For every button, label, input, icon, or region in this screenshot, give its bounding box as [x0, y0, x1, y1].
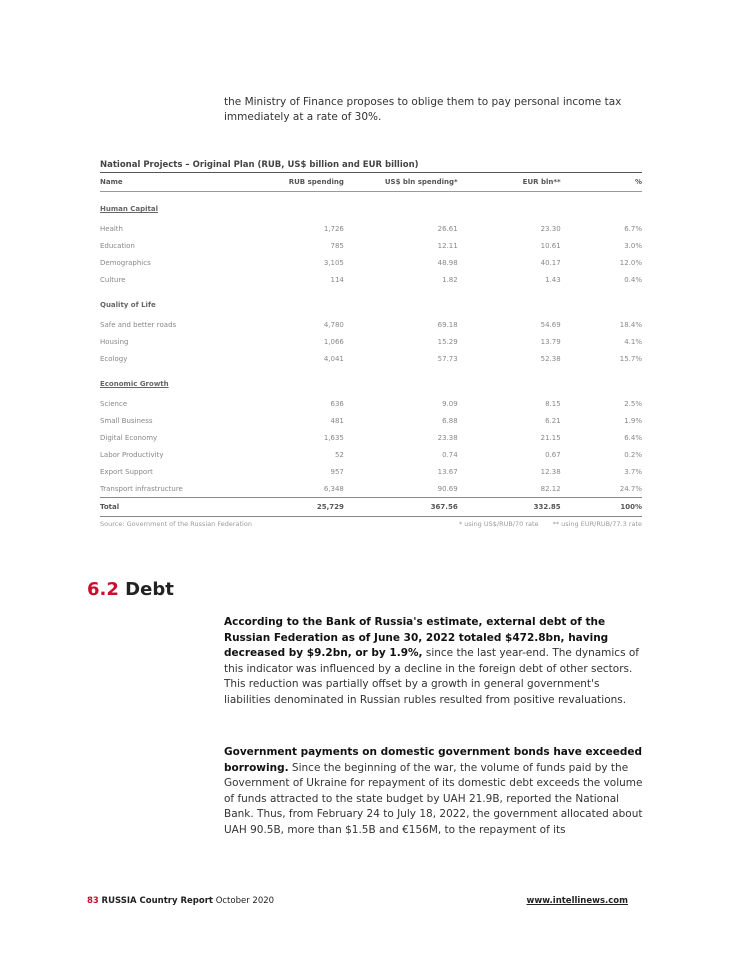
debt-paragraph-2 [224, 745, 644, 839]
intro-paragraph: the Ministry of Finance proposes to oblige them to pay personal income tax immediately at a rate of 30%. [224, 96, 622, 123]
row-rub: 4,041 [323, 354, 344, 363]
total-row [100, 498, 642, 517]
header-rub: RUB spending [284, 173, 344, 192]
total-pct: 100% [561, 498, 642, 517]
row-rub: 481 [330, 416, 344, 425]
para2-body: Since the beginning of the war, the volume of funds paid by the Government of Ukraine for repayment of its domestic debt exceeds the volume of funds attracted to the state budget by UAH 21.9B, reported the National Bank. Thus, from February 24 to July 18, 2022, the government allocated about UAH 90.5B, more than $1.5B and €156M, to the repayment of its [224, 761, 643, 836]
row-usd: 26.61 [437, 224, 458, 233]
row-pct: 3.0% [624, 241, 642, 250]
section-heading [87, 579, 174, 600]
row-pct: 18.4% [619, 320, 642, 329]
header-eur: EUR bln** [458, 173, 561, 192]
total-eur: 332.85 [458, 498, 561, 517]
row-name: Housing [100, 337, 129, 346]
table-row [100, 480, 642, 498]
row-rub: 6,348 [323, 484, 344, 493]
row-eur: 40.17 [540, 258, 561, 267]
table-note-usd-rate: * using US$/RUB/70 rate [458, 520, 539, 528]
table-notes [100, 520, 642, 528]
section-label: Human Capital [100, 205, 159, 213]
row-usd: 0.74 [442, 450, 458, 459]
section-label: Quality of Life [100, 301, 156, 309]
row-rub: 3,105 [323, 258, 344, 267]
table-header-row [100, 173, 642, 192]
row-rub: 1,726 [323, 224, 344, 233]
national-projects-table [100, 173, 642, 517]
footer-report-info [87, 896, 274, 906]
table-row [100, 446, 642, 463]
row-pct: 3.7% [624, 467, 642, 476]
row-pct: 0.2% [624, 450, 642, 459]
row-pct: 6.4% [624, 433, 642, 442]
row-eur: 1.43 [545, 275, 561, 284]
row-eur: 6.21 [545, 416, 561, 425]
header-name: Name [100, 173, 284, 192]
row-eur: 10.61 [540, 241, 561, 250]
row-pct: 0.4% [624, 275, 642, 284]
section-label: Economic Growth [100, 380, 169, 388]
page-number: 83 [87, 896, 99, 906]
para2-lead: Government payments on domestic government bonds have exceeded borrowing. [224, 746, 643, 774]
row-usd: 15.29 [437, 337, 458, 346]
row-rub: 4,780 [323, 320, 344, 329]
row-usd: 57.73 [437, 354, 458, 363]
row-name: Transport infrastructure [100, 484, 183, 493]
row-name: Science [100, 399, 128, 408]
footer-website-link[interactable]: www.intellinews.com [526, 896, 628, 906]
row-eur: 8.15 [545, 399, 561, 408]
row-pct: 4.1% [624, 337, 642, 346]
row-usd: 90.69 [437, 484, 458, 493]
row-pct: 6.7% [624, 224, 642, 233]
row-rub: 636 [330, 399, 344, 408]
section-row-economic-growth [100, 367, 642, 395]
table-note-eur-rate: ** using EUR/RUB/77.3 rate [552, 520, 642, 528]
header-pct: % [561, 173, 642, 192]
section-number: 6.2 [87, 579, 119, 600]
table-row [100, 316, 642, 333]
report-date: October 2020 [215, 896, 275, 906]
table-row [100, 412, 642, 429]
row-usd: 23.38 [437, 433, 458, 442]
row-usd: 9.09 [442, 399, 458, 408]
row-usd: 48.98 [437, 258, 458, 267]
row-eur: 82.12 [540, 484, 561, 493]
section-row-human-capital [100, 192, 642, 221]
row-name: Health [100, 224, 123, 233]
row-rub: 114 [330, 275, 344, 284]
row-eur: 52.38 [540, 354, 561, 363]
row-eur: 12.38 [540, 467, 561, 476]
row-rub: 1,066 [323, 337, 344, 346]
row-name: Digital Economy [100, 433, 158, 442]
total-label: Total [100, 498, 284, 517]
row-usd: 6.88 [442, 416, 458, 425]
row-pct: 12.0% [619, 258, 642, 267]
report-name: RUSSIA Country Report [101, 896, 213, 906]
row-rub: 1,635 [323, 433, 344, 442]
row-eur: 13.79 [540, 337, 561, 346]
section-row-quality-of-life [100, 288, 642, 316]
table-row [100, 463, 642, 480]
table-row [100, 254, 642, 271]
row-usd: 12.11 [437, 241, 458, 250]
row-rub: 957 [330, 467, 344, 476]
row-name: Safe and better roads [100, 320, 177, 329]
row-eur: 21.15 [540, 433, 561, 442]
table-source: Source: Government of the Russian Federation [100, 520, 252, 528]
para1-lead: According to the Bank of Russia's estimate, external debt of the Russian Federation as of June 30, 2022 totaled $472.8bn, having decreased by $9.2bn, or by 1.9%, [224, 616, 609, 660]
total-rub: 25,729 [284, 498, 344, 517]
debt-paragraph-1 [224, 615, 644, 709]
row-usd: 69.18 [437, 320, 458, 329]
row-pct: 2.5% [624, 399, 642, 408]
row-usd: 13.67 [437, 467, 458, 476]
row-rub: 52 [334, 450, 344, 459]
table-row [100, 429, 642, 446]
table-row [100, 350, 642, 367]
row-name: Export Support [100, 467, 153, 476]
table-row [100, 395, 642, 412]
row-eur: 54.69 [540, 320, 561, 329]
row-eur: 23.30 [540, 224, 561, 233]
row-pct: 24.7% [619, 484, 642, 493]
table-row [100, 271, 642, 288]
section-title: Debt [125, 579, 174, 600]
table-title: National Projects – Original Plan (RUB, US$ billion and EUR billion) [100, 160, 642, 173]
row-name: Culture [100, 275, 126, 284]
row-name: Labor Productivity [100, 450, 164, 459]
national-projects-table-block [100, 160, 642, 528]
para1-body: since the last year-end. The dynamics of this indicator was influenced by a decline in the foreign debt of other sectors. This reduction was partially offset by a growth in general government's liabilities denominated in Russian rubles resulted from positive revaluations. [224, 647, 640, 706]
row-pct: 15.7% [619, 354, 642, 363]
row-eur: 0.67 [545, 450, 561, 459]
row-usd: 1.82 [442, 275, 458, 284]
table-row [100, 237, 642, 254]
row-rub: 785 [330, 241, 344, 250]
row-name: Ecology [100, 354, 128, 363]
row-name: Education [100, 241, 135, 250]
total-usd: 367.56 [344, 498, 458, 517]
header-usd: US$ bln spending* [344, 173, 458, 192]
table-row [100, 333, 642, 350]
row-pct: 1.9% [624, 416, 642, 425]
table-row [100, 220, 642, 237]
row-name: Demographics [100, 258, 151, 267]
row-name: Small Business [100, 416, 153, 425]
